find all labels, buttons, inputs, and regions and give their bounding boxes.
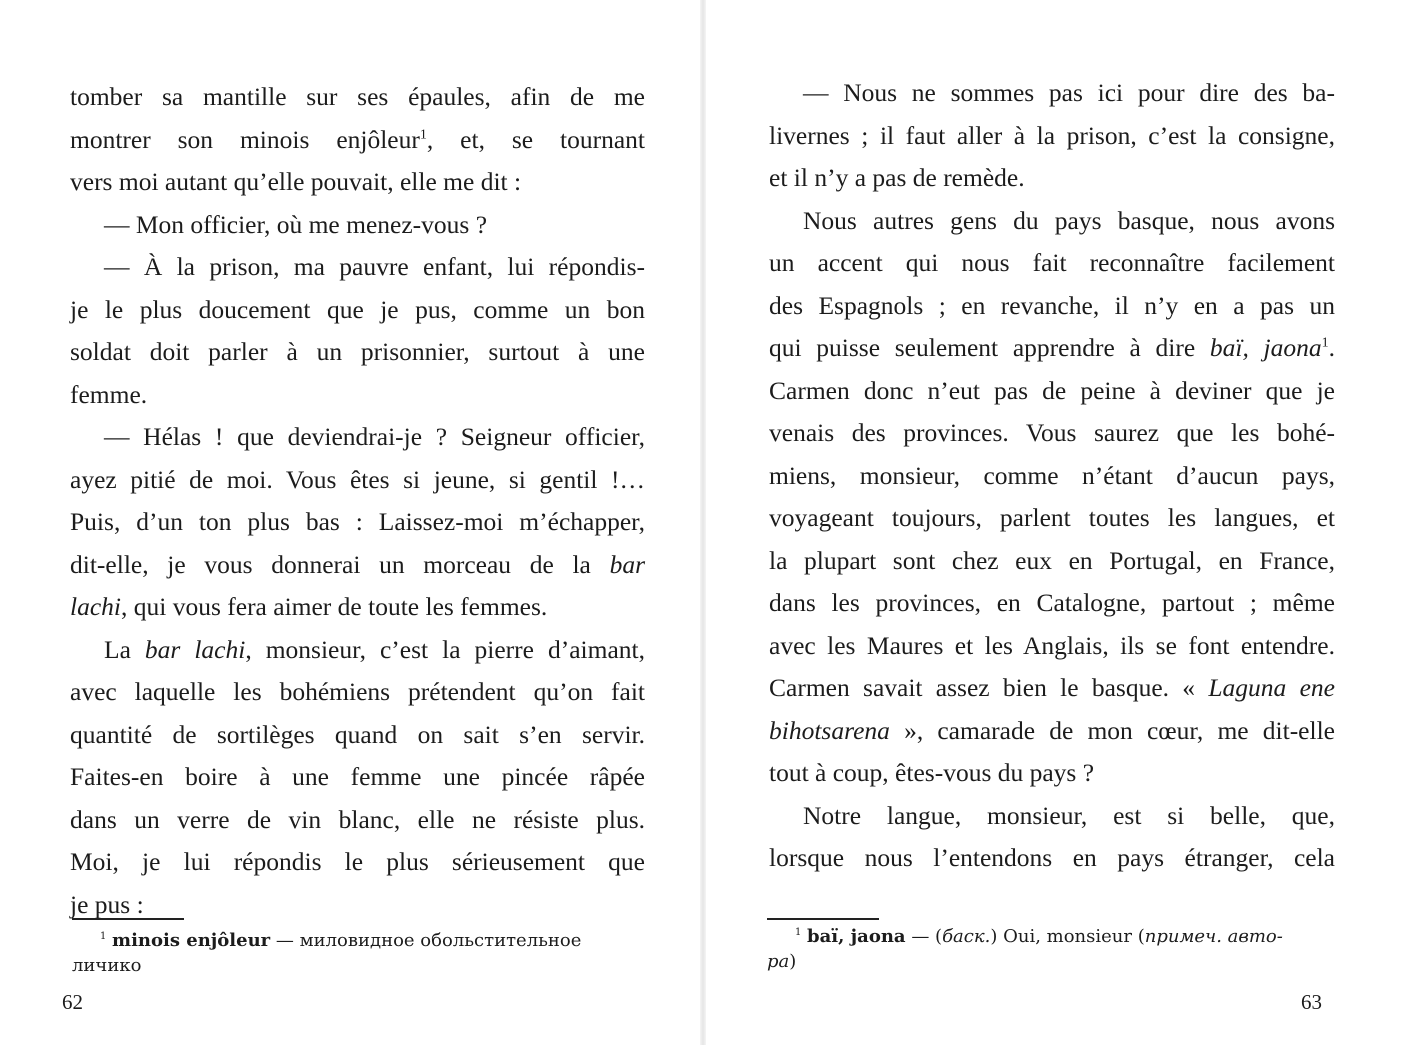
text-line (769, 200, 1335, 243)
text-span: des Espagnols ; en revanche, il n’y en a pas un (769, 290, 1335, 320)
text-span: venais des provinces. Vous saurez que les bohé- (769, 418, 1335, 447)
footnote-text-italic: баск. (942, 926, 991, 947)
footnote-text-italic: ра (767, 951, 790, 972)
text-line (70, 289, 645, 332)
text-line (70, 374, 645, 417)
text-span: », camarade de mon cœur, me dit-elle (889, 715, 1335, 745)
footnote-reference: 1 (1321, 335, 1329, 351)
text-line (70, 416, 645, 459)
text-line (70, 76, 645, 119)
text-span: Moi, je lui répondis le plus sérieusement que (70, 847, 645, 876)
footnote-text: ) Oui, monsieur ( (990, 926, 1145, 947)
text-line (70, 756, 645, 799)
text-span: montrer son minois enjôleur (70, 124, 420, 154)
footnote-reference: 1 (419, 127, 427, 142)
text-line (769, 370, 1335, 413)
text-span: tout à coup, êtes-vous du pays ? (769, 758, 1095, 787)
text-span: je le plus doucement que je pus, comme un bon (70, 294, 645, 324)
footnote-divider (72, 918, 184, 920)
text-line (70, 671, 645, 714)
page-number: 62 (62, 990, 83, 1014)
text-span: soldat doit parler à un prisonnier, surtout à une (70, 337, 645, 366)
footnote-line (767, 949, 1337, 974)
text-line (70, 884, 645, 927)
text-span: , qui vous fera aimer de toute les femmes. (121, 592, 548, 621)
text-line (70, 629, 645, 672)
text-span: , monsieur, c’est la pierre d’aimant, (245, 634, 645, 664)
footnote-marker: 1 (795, 927, 802, 938)
text-line (769, 327, 1335, 370)
italic-text: bar lachi (144, 634, 246, 664)
text-span: — Hélas ! que deviendrai-je ? Seigneur officier, (104, 422, 645, 451)
text-line (769, 497, 1335, 540)
text-line (70, 119, 645, 162)
text-line (769, 72, 1335, 115)
footnote-line (767, 924, 1337, 949)
italic-text: bar (609, 549, 645, 579)
text-line (769, 795, 1335, 838)
left-footnote (72, 928, 632, 978)
text-line (769, 412, 1335, 455)
text-line (70, 459, 645, 502)
text-line (769, 242, 1335, 285)
text-span: avec les Maures et les Anglais, ils se font entendre. (769, 630, 1335, 660)
italic-text: lachi (70, 592, 121, 621)
text-span: Notre langue, monsieur, est si belle, que, (803, 800, 1335, 830)
text-line (70, 246, 645, 289)
text-line (769, 752, 1335, 795)
text-span: — Mon officier, où me menez-vous ? (104, 209, 488, 239)
text-span: Carmen donc n’eut pas de peine à deviner que je (769, 375, 1335, 405)
text-span: dans les provinces, en Catalogne, partout ; même (769, 588, 1335, 617)
text-span: et il n’y a pas de remède. (769, 163, 1025, 192)
footnote-text: — ( (905, 926, 943, 947)
text-span: voyageant toujours, parlent toutes les langues, et (769, 503, 1335, 532)
footnote-term: minois enjôleur (112, 930, 271, 951)
text-span: ayez pitié de moi. Vous êtes si jeune, si gentil !… (70, 464, 645, 494)
italic-text: Laguna ene (1208, 673, 1335, 702)
left-page-body (70, 76, 645, 926)
text-line (70, 841, 645, 884)
text-span: Nous autres gens du pays basque, nous avons (803, 205, 1335, 235)
text-span: avec laquelle les bohémiens prétendent qu’on fait (70, 677, 645, 706)
text-line (769, 115, 1335, 158)
text-line (769, 837, 1335, 880)
text-line (70, 161, 645, 204)
text-span: — À la prison, ma pauvre enfant, lui répondis- (104, 252, 645, 281)
text-span: Puis, d’un ton plus bas : Laissez-moi m’échapper, (70, 507, 645, 536)
text-line (70, 544, 645, 587)
text-line (769, 455, 1335, 498)
text-span: livernes ; il faut aller à la prison, c’est la consigne, (769, 120, 1335, 150)
text-span: je pus : (70, 889, 144, 919)
italic-text: bihotsarena (769, 715, 890, 745)
footnote-line (72, 928, 632, 953)
text-line (769, 540, 1335, 583)
text-span: dit-elle, je vous donnerai un morceau de la (70, 549, 610, 579)
text-span: — Nous ne sommes pas ici pour dire des ba- (803, 78, 1335, 107)
footnote-text: — миловидное обольстительное (270, 930, 582, 951)
text-span: un accent qui nous fait reconnaître facilement (769, 248, 1335, 277)
text-line (70, 501, 645, 544)
text-span: Carmen savait assez bien le basque. « (769, 673, 1209, 702)
text-line (769, 582, 1335, 625)
text-span: la plupart sont chez eux en Portugal, en France, (769, 545, 1335, 575)
text-line (769, 285, 1335, 328)
text-line (769, 710, 1335, 753)
text-span: quantité de sortilèges quand on sait s’en servir. (70, 719, 645, 749)
right-footnote (767, 924, 1337, 974)
text-line (769, 157, 1335, 200)
footnote-text: ) (789, 951, 797, 972)
right-page (703, 0, 1405, 1045)
text-line (70, 586, 645, 629)
text-line (70, 204, 645, 247)
text-span: qui puisse seulement apprendre à dire (769, 333, 1210, 362)
footnote-divider (767, 918, 879, 920)
text-span: miens, monsieur, comme n’étant d’aucun pays, (769, 460, 1335, 490)
text-line (70, 799, 645, 842)
footnote-line: личико (72, 955, 142, 976)
footnote-term: baï, jaona (807, 926, 906, 947)
text-span: vers moi autant qu’elle pouvait, elle me dit : (70, 167, 522, 196)
right-page-body (769, 72, 1335, 880)
text-span: . (1328, 333, 1335, 362)
text-line (70, 331, 645, 374)
footnote-marker: 1 (100, 931, 107, 942)
text-span: dans un verre de vin blanc, elle ne résiste plus. (70, 804, 645, 834)
text-span: Faites-en boire à une femme une pincée râpée (70, 762, 645, 791)
text-span: lorsque nous l’entendons en pays étranger, cela (769, 843, 1335, 872)
italic-text: baï, jaona (1209, 333, 1322, 362)
text-line (769, 625, 1335, 668)
text-line (70, 714, 645, 757)
footnote-text-italic: примеч. авто- (1144, 926, 1283, 947)
text-span: femme. (70, 379, 148, 409)
page-number: 63 (1301, 990, 1322, 1014)
text-span: tomber sa mantille sur ses épaules, afin de me (70, 82, 645, 111)
text-span: La (104, 634, 145, 664)
text-line (769, 667, 1335, 710)
text-span: , et, se tournant (426, 124, 646, 154)
